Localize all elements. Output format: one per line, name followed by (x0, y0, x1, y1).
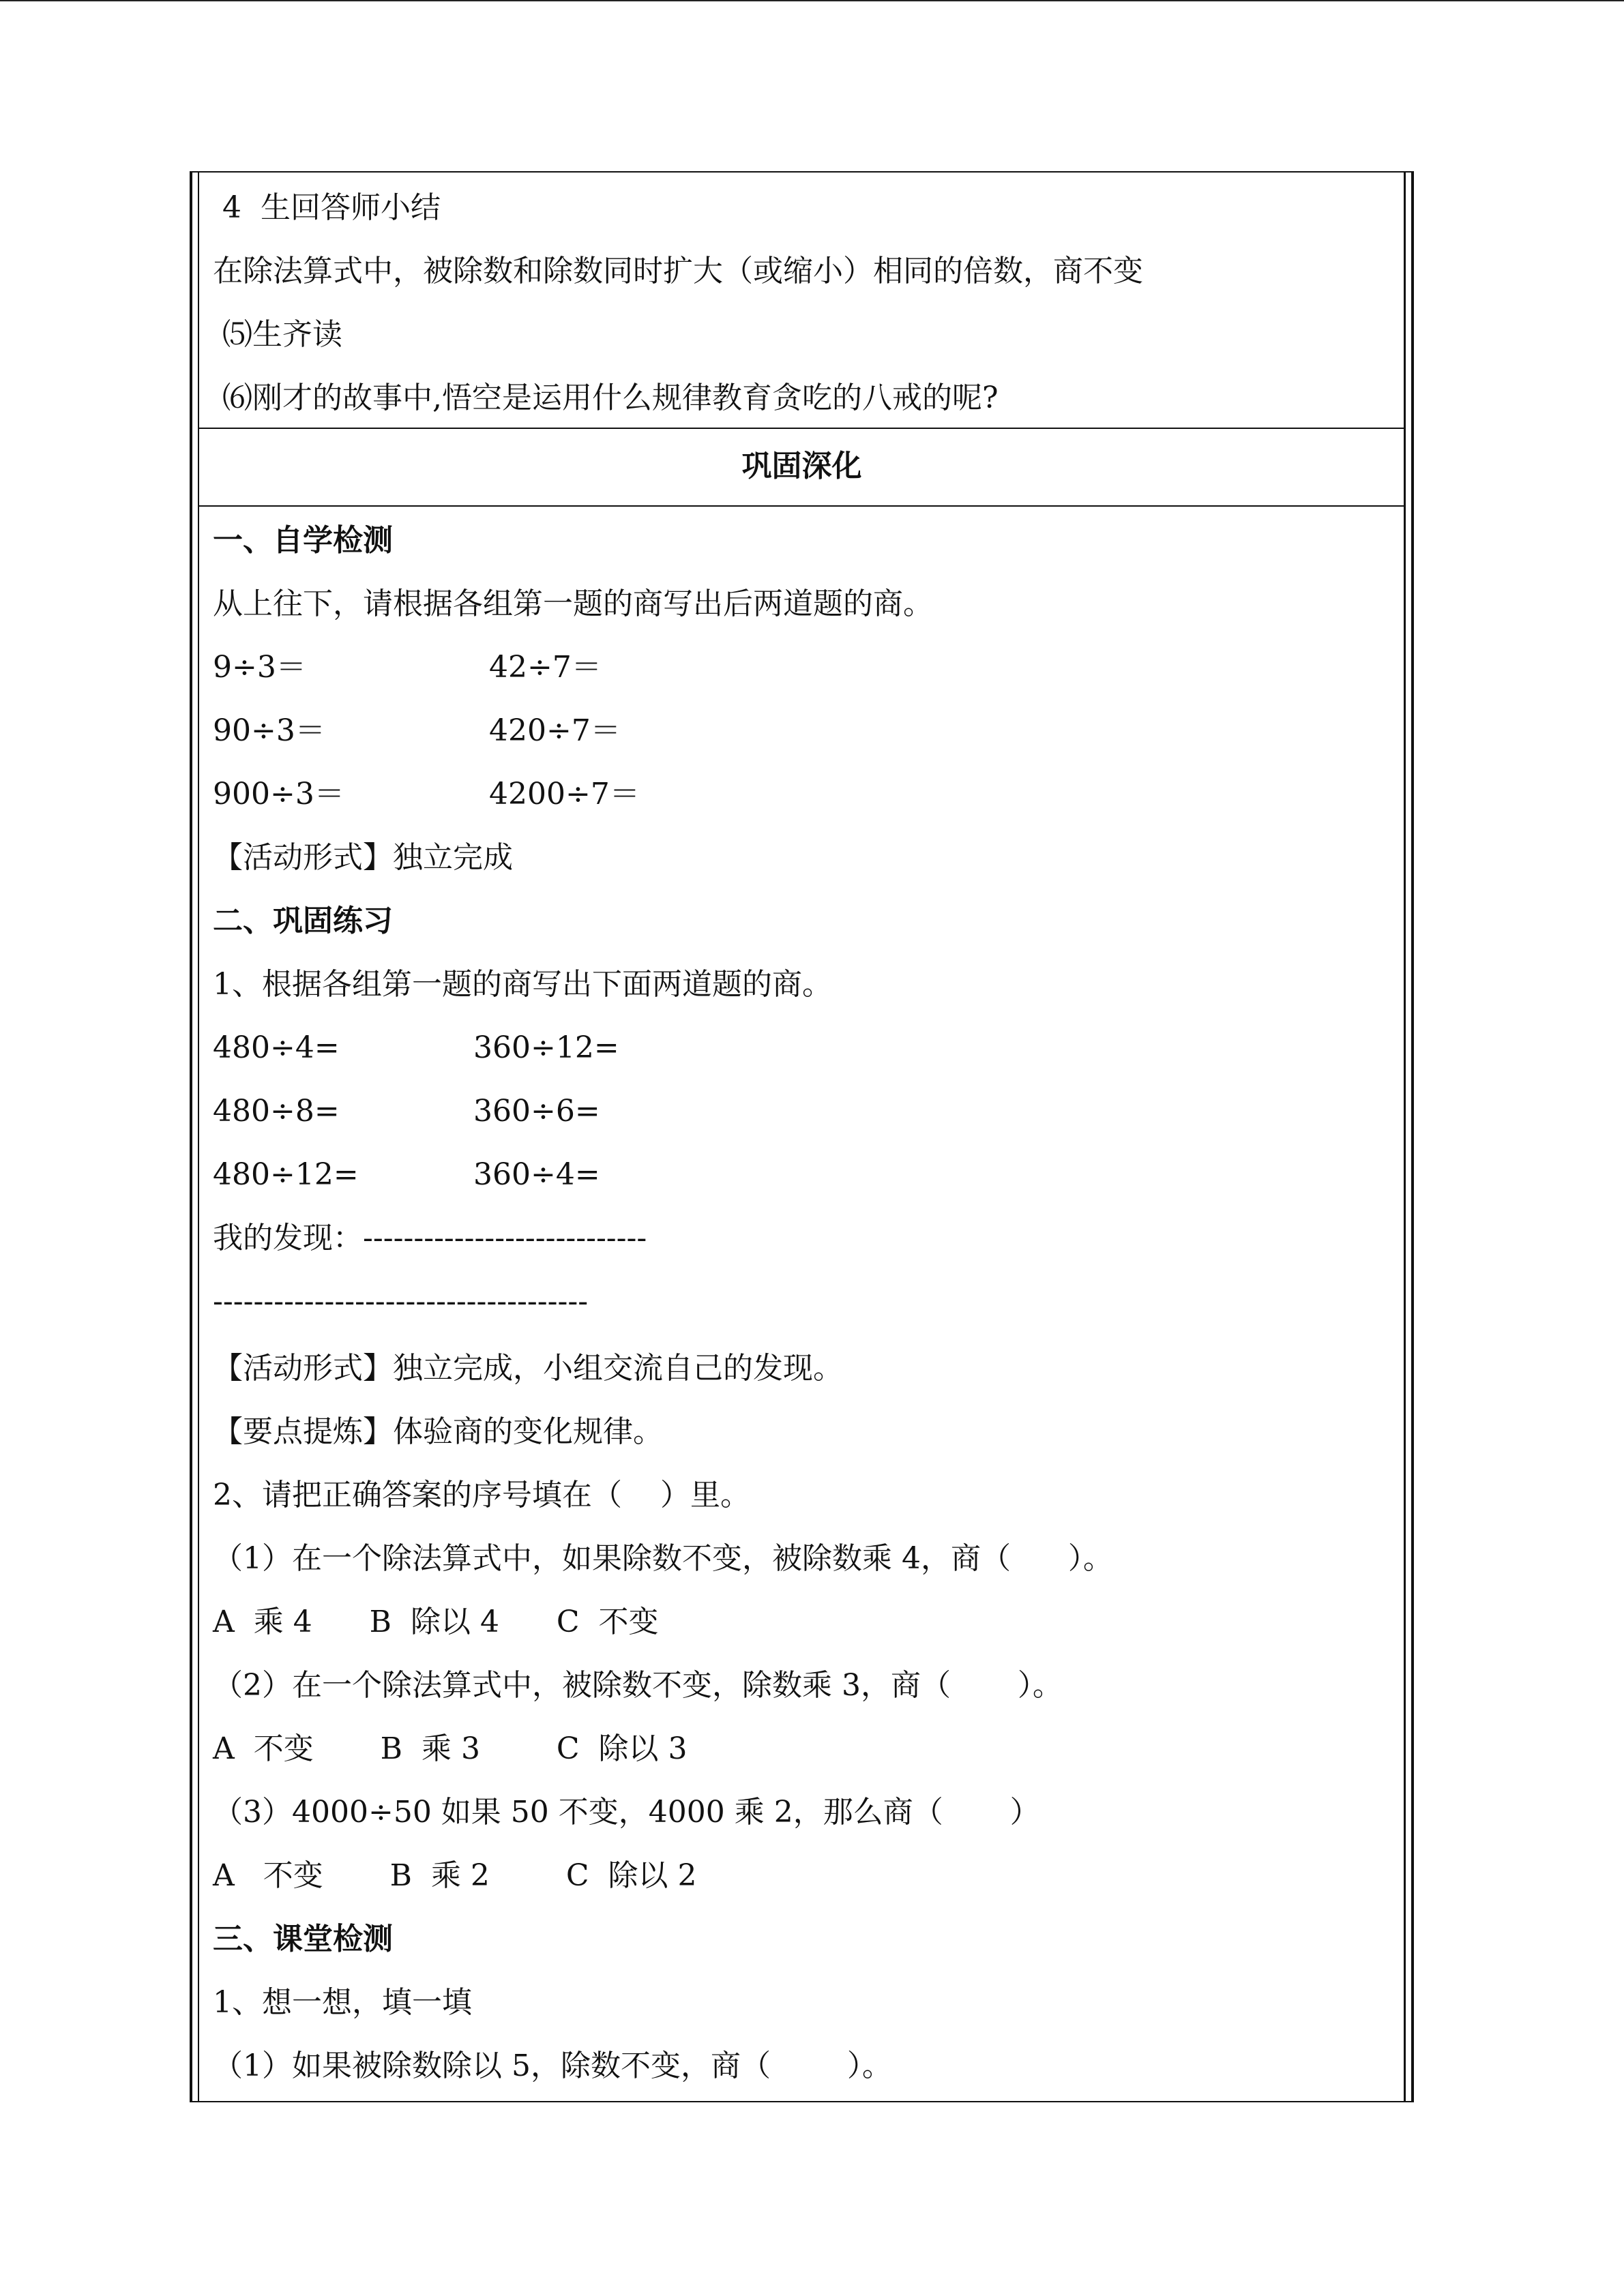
choice-options: A 不变 B 乘 2 C 除以 2 (213, 1858, 697, 1893)
choice-options: A 不变 B 乘 3 C 除以 3 (213, 1731, 688, 1766)
exercise-left: 480÷4= (213, 1030, 340, 1065)
choice-options: A 乘 4 B 除以 4 C 不变 (213, 1605, 659, 1639)
exercise-right: 4200÷7＝ (489, 777, 640, 811)
story-question: ⑹刚才的故事中,悟空是运用什么规律教育贪吃的八戒的呢? (213, 381, 999, 415)
exercise-right: 360÷12= (473, 1030, 619, 1065)
exercise-left: 9÷3＝ (213, 650, 306, 685)
part1-heading: 一、自学检测 (213, 523, 393, 558)
summary-label: 4 生回答师小结 (213, 190, 441, 225)
read-together: ⑸生齐读 (213, 317, 342, 352)
part2-q2: 2、请把正确答案的序号填在（ ）里。 (213, 1478, 750, 1512)
part3-q1: 1、想一想，填一填 (213, 1985, 472, 2020)
page-top-border (0, 0, 1624, 1)
choice-question: （2）在一个除法算式中，被除数不变，除数乘 3，商（ ）。 (213, 1668, 1063, 1703)
part1-instruction: 从上往下，请根据各组第一题的商写出后两道题的商。 (213, 586, 933, 621)
discovery-label: 我的发现：---------------------------- (213, 1221, 647, 1255)
part2-q1: 1、根据各组第一题的商写出下面两道题的商。 (213, 967, 832, 1002)
part2-heading: 二、巩固练习 (213, 904, 393, 938)
choice-question: （1）在一个除法算式中，如果除数不变，被除数乘 4，商（ ）。 (213, 1541, 1113, 1576)
choice-question: （3）4000÷50 如果 50 不变，4000 乘 2，那么商（ ） (213, 1795, 1040, 1830)
exercise-right: 420÷7＝ (489, 713, 621, 748)
part2-activity: 【活动形式】独立完成，小组交流自己的发现。 (213, 1351, 843, 1386)
part3-item1: （1）如果被除数除以 5，除数不变，商（ ）。 (213, 2048, 892, 2083)
exercise-left: 480÷12= (213, 1157, 359, 1192)
exercise-left: 480÷8= (213, 1094, 340, 1129)
lesson-table (190, 171, 1414, 2102)
division-rule: 在除法算式中，被除数和除数同时扩大（或缩小）相同的倍数，商不变 (213, 254, 1143, 288)
part1-activity: 【活动形式】独立完成 (213, 840, 513, 875)
exercise-left: 900÷3＝ (213, 777, 344, 811)
exercise-right: 42÷7＝ (489, 650, 602, 685)
exercise-right: 360÷6= (473, 1094, 600, 1129)
row-divider (199, 505, 1404, 507)
part3-heading: 三、课堂检测 (213, 1922, 393, 1956)
exercise-right: 360÷4= (473, 1157, 600, 1192)
row-divider (199, 428, 1404, 429)
discovery-answer-line: ------------------------------------- (213, 1284, 589, 1319)
exercise-left: 90÷3＝ (213, 713, 325, 748)
section-header: 巩固深化 (741, 449, 862, 483)
part2-key-point: 【要点提炼】体验商的变化规律。 (213, 1414, 663, 1449)
